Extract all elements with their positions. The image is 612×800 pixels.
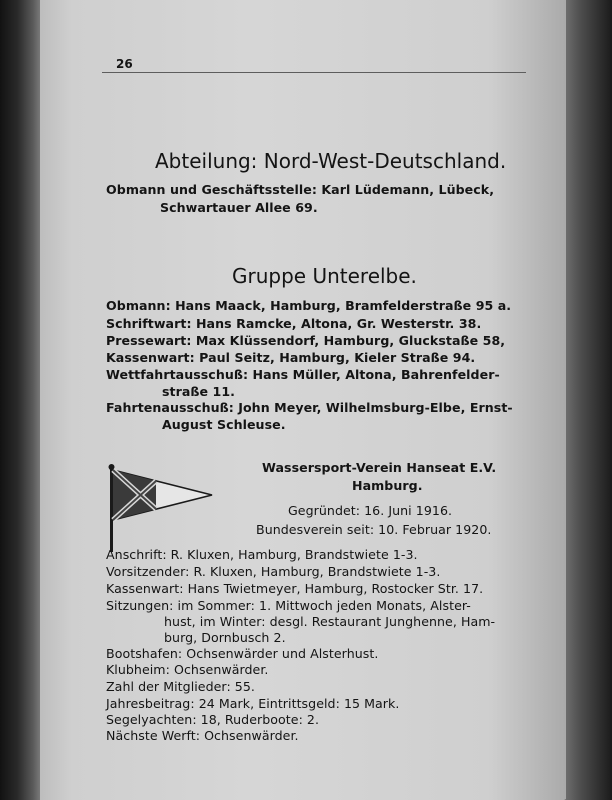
- club-line-segelyachten: Segelyachten: 18, Ruderboote: 2.: [106, 712, 320, 727]
- obmann-line-2: Schwartauer Allee 69.: [160, 200, 318, 215]
- club-line-sitzungen: Sitzungen: im Sommer: 1. Mittwoch jeden Monats, Alster-: [106, 598, 471, 613]
- group-line-kassenwart: Kassenwart: Paul Seitz, Hamburg, Kieler Straße 94.: [106, 350, 476, 365]
- club-line-anschrift: Anschrift: R. Kluxen, Hamburg, Brandstwiete 1-3.: [106, 547, 418, 562]
- club-founded: Gegründet: 16. Juni 1916.: [288, 503, 453, 518]
- group-line-pressewart: Pressewart: Max Klüssendorf, Hamburg, Gluckstaße 58,: [106, 333, 506, 348]
- club-line-vorsitzender: Vorsitzender: R. Kluxen, Hamburg, Brandstwiete 1-3.: [106, 564, 441, 579]
- club-line-jahresbeitrag: Jahresbeitrag: 24 Mark, Eintrittsgeld: 15 Mark.: [106, 696, 400, 711]
- book-edge-right: [566, 0, 612, 800]
- club-line-kassenwart: Kassenwart: Hans Twietmeyer, Hamburg, Rostocker Str. 17.: [106, 581, 484, 596]
- group-line-wettfahrt: Wettfahrtausschuß: Hans Müller, Altona, Bahrenfelder-: [106, 367, 500, 382]
- group-title: Gruppe Unterelbe.: [232, 264, 417, 288]
- group-line-schriftwart: Schriftwart: Hans Ramcke, Altona, Gr. Westerstr. 38.: [106, 316, 482, 331]
- club-line-sitzungen-cont-1: hust, im Winter: desgl. Restaurant Junghenne, Ham-: [164, 614, 496, 629]
- group-line-wettfahrt-cont: straße 11.: [162, 384, 236, 399]
- club-line-mitglieder: Zahl der Mitglieder: 55.: [106, 679, 255, 694]
- club-line-sitzungen-cont-2: burg, Dornbusch 2.: [164, 630, 286, 645]
- header-rule: [102, 72, 526, 73]
- group-line-fahrten-cont: August Schleuse.: [162, 417, 286, 432]
- club-line-klubheim: Klubheim: Ochsenwärder.: [106, 662, 269, 677]
- group-line-fahrten: Fahrtenausschuß: John Meyer, Wilhelmsburg-Elbe, Ernst-: [106, 400, 513, 415]
- club-member-since: Bundesverein seit: 10. Februar 1920.: [256, 522, 492, 537]
- club-city: Hamburg.: [352, 478, 423, 493]
- club-line-werft: Nächste Werft: Ochsenwärder.: [106, 728, 299, 743]
- group-line-obmann: Obmann: Hans Maack, Hamburg, Bramfelderstraße 95 a.: [106, 298, 512, 313]
- page-number: 26: [116, 57, 133, 71]
- club-line-bootshafen: Bootshafen: Ochsenwärder und Alsterhust.: [106, 646, 379, 661]
- club-pennant-icon: [104, 464, 216, 554]
- obmann-line-1: Obmann und Geschäftsstelle: Karl Lüdemann, Lübeck,: [106, 182, 495, 197]
- section-title: Abteilung: Nord-West-Deutschland.: [155, 149, 507, 173]
- club-name: Wassersport-Verein Hanseat E.V.: [262, 460, 497, 475]
- book-binding-left: [0, 0, 44, 800]
